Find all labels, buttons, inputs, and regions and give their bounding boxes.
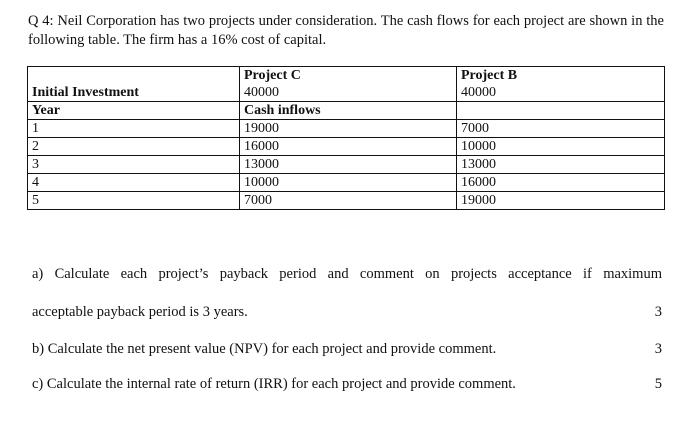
table-row (28, 156, 665, 174)
part-a-text: a) Calculate each project’s payback period and comment on projects acceptance if maximum (32, 266, 662, 282)
year-cell: 2 (28, 138, 240, 156)
table-row (28, 120, 665, 138)
project-b-cell: 16000 (457, 174, 665, 192)
year-cell: 1 (28, 120, 240, 138)
part-b-marks: 3 (654, 341, 662, 357)
project-c-cell: 19000 (240, 120, 457, 138)
table-row (28, 138, 665, 156)
year-header-row (28, 102, 665, 120)
project-b-cell: 7000 (457, 120, 665, 138)
project-c-cell: 7000 (240, 192, 457, 210)
project-b-cell: 19000 (457, 192, 665, 210)
part-c-line (32, 376, 662, 393)
part-c-marks: 5 (654, 376, 662, 392)
table-row (28, 174, 665, 192)
part-b-text: b) Calculate the net present value (NPV) for each project and provide comment. (32, 341, 497, 357)
part-a-text-continued: acceptable payback period is 3 years. (32, 304, 248, 320)
question-text: Q 4: Neil Corporation has two projects under consideration. The cash flows for each project are shown in the following table. The firm has a 16% cost of capital. (28, 13, 664, 48)
part-c-text: c) Calculate the internal rate of return (IRR) for each project and provide comment. (32, 376, 516, 392)
cash-flow-table (27, 66, 665, 210)
project-c-cell: 10000 (240, 174, 457, 192)
initial-investment-b: 40000 (457, 84, 665, 102)
cash-inflows-label: Cash inflows (240, 102, 457, 120)
part-a-marks: 3 (654, 304, 662, 320)
project-b-cell: 13000 (457, 156, 665, 174)
project-c-cell: 16000 (240, 138, 457, 156)
table-row (28, 192, 665, 210)
year-cell: 3 (28, 156, 240, 174)
year-cell: 4 (28, 174, 240, 192)
part-b-line (32, 341, 662, 358)
part-a-line-2 (32, 304, 662, 321)
empty-header-cell (28, 67, 240, 85)
part-a-line-1 (32, 266, 662, 283)
initial-investment-c: 40000 (240, 84, 457, 102)
project-c-cell: 13000 (240, 156, 457, 174)
project-b-header: Project B (457, 67, 665, 85)
empty-year-cell (457, 102, 665, 120)
year-cell: 5 (28, 192, 240, 210)
table-header-row (28, 67, 665, 85)
initial-investment-label: Initial Investment (28, 84, 240, 102)
project-c-header: Project C (240, 67, 457, 85)
year-label: Year (28, 102, 240, 120)
initial-investment-row (28, 84, 665, 102)
project-b-cell: 10000 (457, 138, 665, 156)
